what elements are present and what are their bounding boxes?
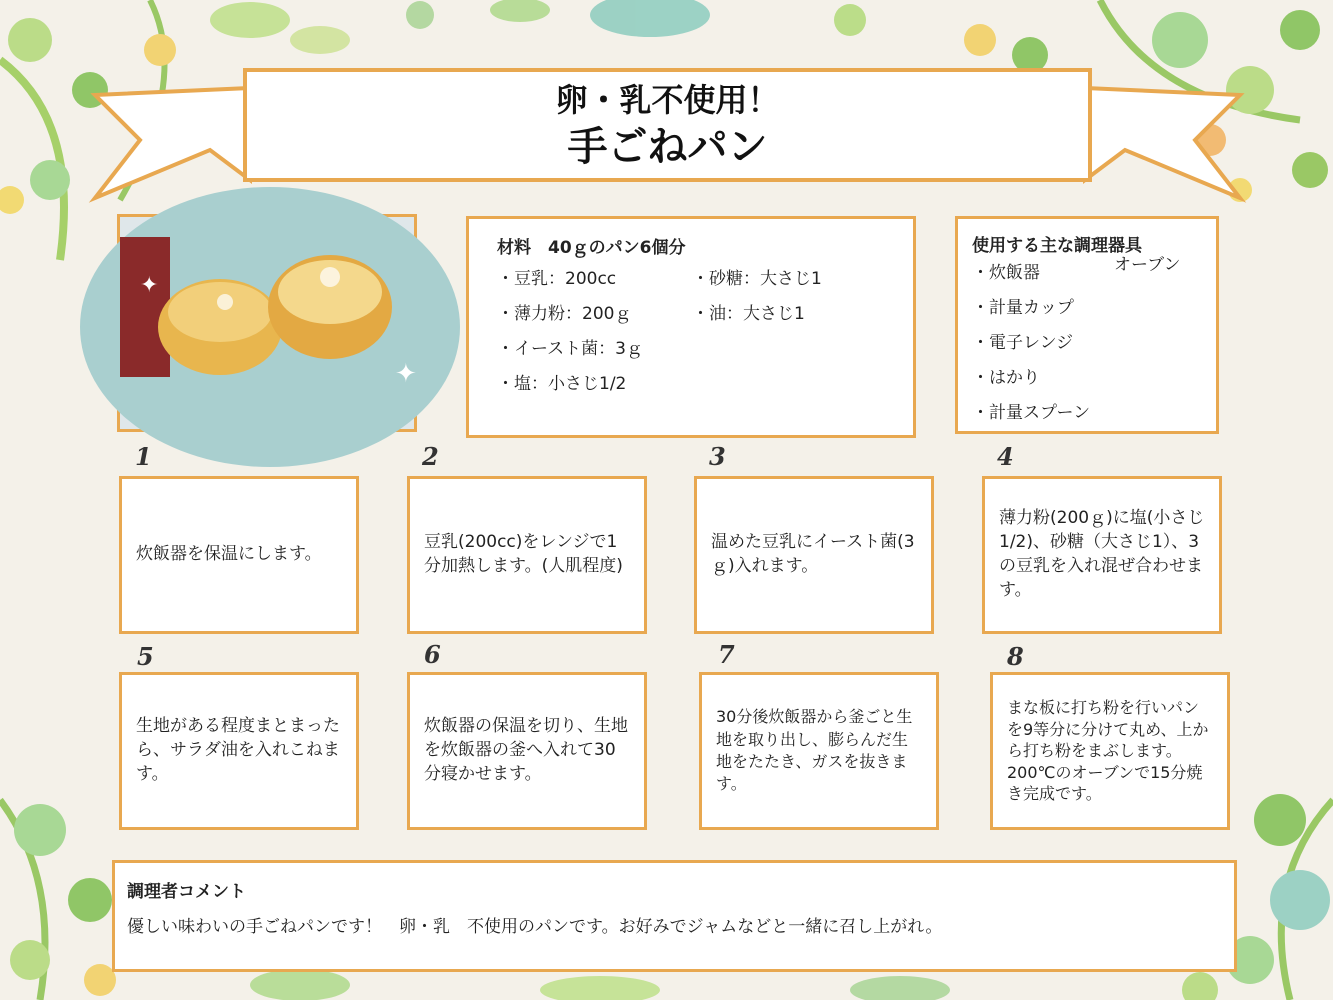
step-number: 2 [422, 442, 439, 471]
ingredients-box [466, 216, 916, 438]
title-line2: 手ごねパン [567, 124, 768, 170]
svg-text:✦: ✦ [140, 273, 159, 298]
tools-box [955, 216, 1219, 434]
step-box-7 [699, 672, 939, 830]
tools-heading: 使用する主な調理器具 [972, 236, 1142, 256]
step-text: 生地がある程度まとまったら、サラダ油を入れこねます。 [136, 716, 340, 784]
step-number: 6 [424, 640, 441, 669]
step-number: 3 [709, 442, 726, 471]
step-text: 30分後炊飯器から釜ごと生地を取り出し、膨らんだ生地をたたき、ガスを抜きます。 [716, 707, 913, 794]
step-box-3 [694, 476, 934, 634]
ingredient-item: ・薄力粉：200ｇ [497, 304, 632, 324]
ingredient-item: ・イースト菌：3ｇ [497, 339, 643, 359]
step-text: 豆乳(200cc)をレンジで1分加熱します。(人肌程度) [424, 532, 623, 576]
step-text: まな板に打ち粉を行いパンを9等分に分けて丸め、上から打ち粉をまぶします。200℃のオーブンで15分焼き完成です。 [1007, 698, 1209, 804]
step-box-8 [990, 672, 1230, 830]
comment-box [112, 860, 1237, 972]
ingredient-item: ・砂糖：大さじ1 [692, 269, 822, 289]
comment-heading: 調理者コメント [127, 882, 246, 902]
title-line1: 卵・乳不使用！ [555, 81, 780, 119]
step-text: 炊飯器の保温を切り、生地を炊飯器の釜へ入れて30分寝かせます。 [424, 716, 628, 784]
tool-item: ・計量スプーン [972, 403, 1091, 423]
step-number: 1 [135, 442, 152, 471]
step-text: 炊飯器を保温にします。 [136, 544, 322, 565]
tool-item: ・炊飯器 [972, 263, 1040, 283]
step-number: 4 [997, 442, 1014, 471]
bread-photo [117, 214, 417, 432]
tool-item: ・はかり [972, 368, 1040, 388]
step-number: 8 [1007, 642, 1024, 671]
ingredients-heading: 材料 40ｇのパン6個分 [497, 238, 686, 258]
step-text: 温めた豆乳にイースト菌(3ｇ)入れます。 [711, 532, 915, 576]
step-box-2 [407, 476, 647, 634]
step-box-4 [982, 476, 1222, 634]
tool-item-oven: オーブン [1114, 255, 1181, 275]
tool-item: ・計量カップ [972, 298, 1074, 318]
step-box-1 [119, 476, 359, 634]
comment-text: 優しい味わいの手ごねパンです！ 卵・乳 不使用のパンです。お好みでジャムなどと一緒に召し上がれ。 [127, 917, 943, 937]
ingredient-item: ・油：大さじ1 [692, 304, 805, 324]
step-box-5 [119, 672, 359, 830]
step-number: 7 [718, 640, 735, 669]
ingredient-item: ・豆乳：200cc [497, 269, 617, 289]
svg-text:✦: ✦ [395, 359, 417, 389]
tool-item: ・電子レンジ [972, 333, 1074, 353]
step-box-6 [407, 672, 647, 830]
step-text: 薄力粉(200ｇ)に塩(小さじ1/2)、砂糖（大さじ1）、3の豆乳を入れ混ぜ合わせます。 [999, 508, 1205, 600]
ingredient-item: ・塩：小さじ1/2 [497, 374, 627, 394]
step-number: 5 [137, 642, 154, 671]
